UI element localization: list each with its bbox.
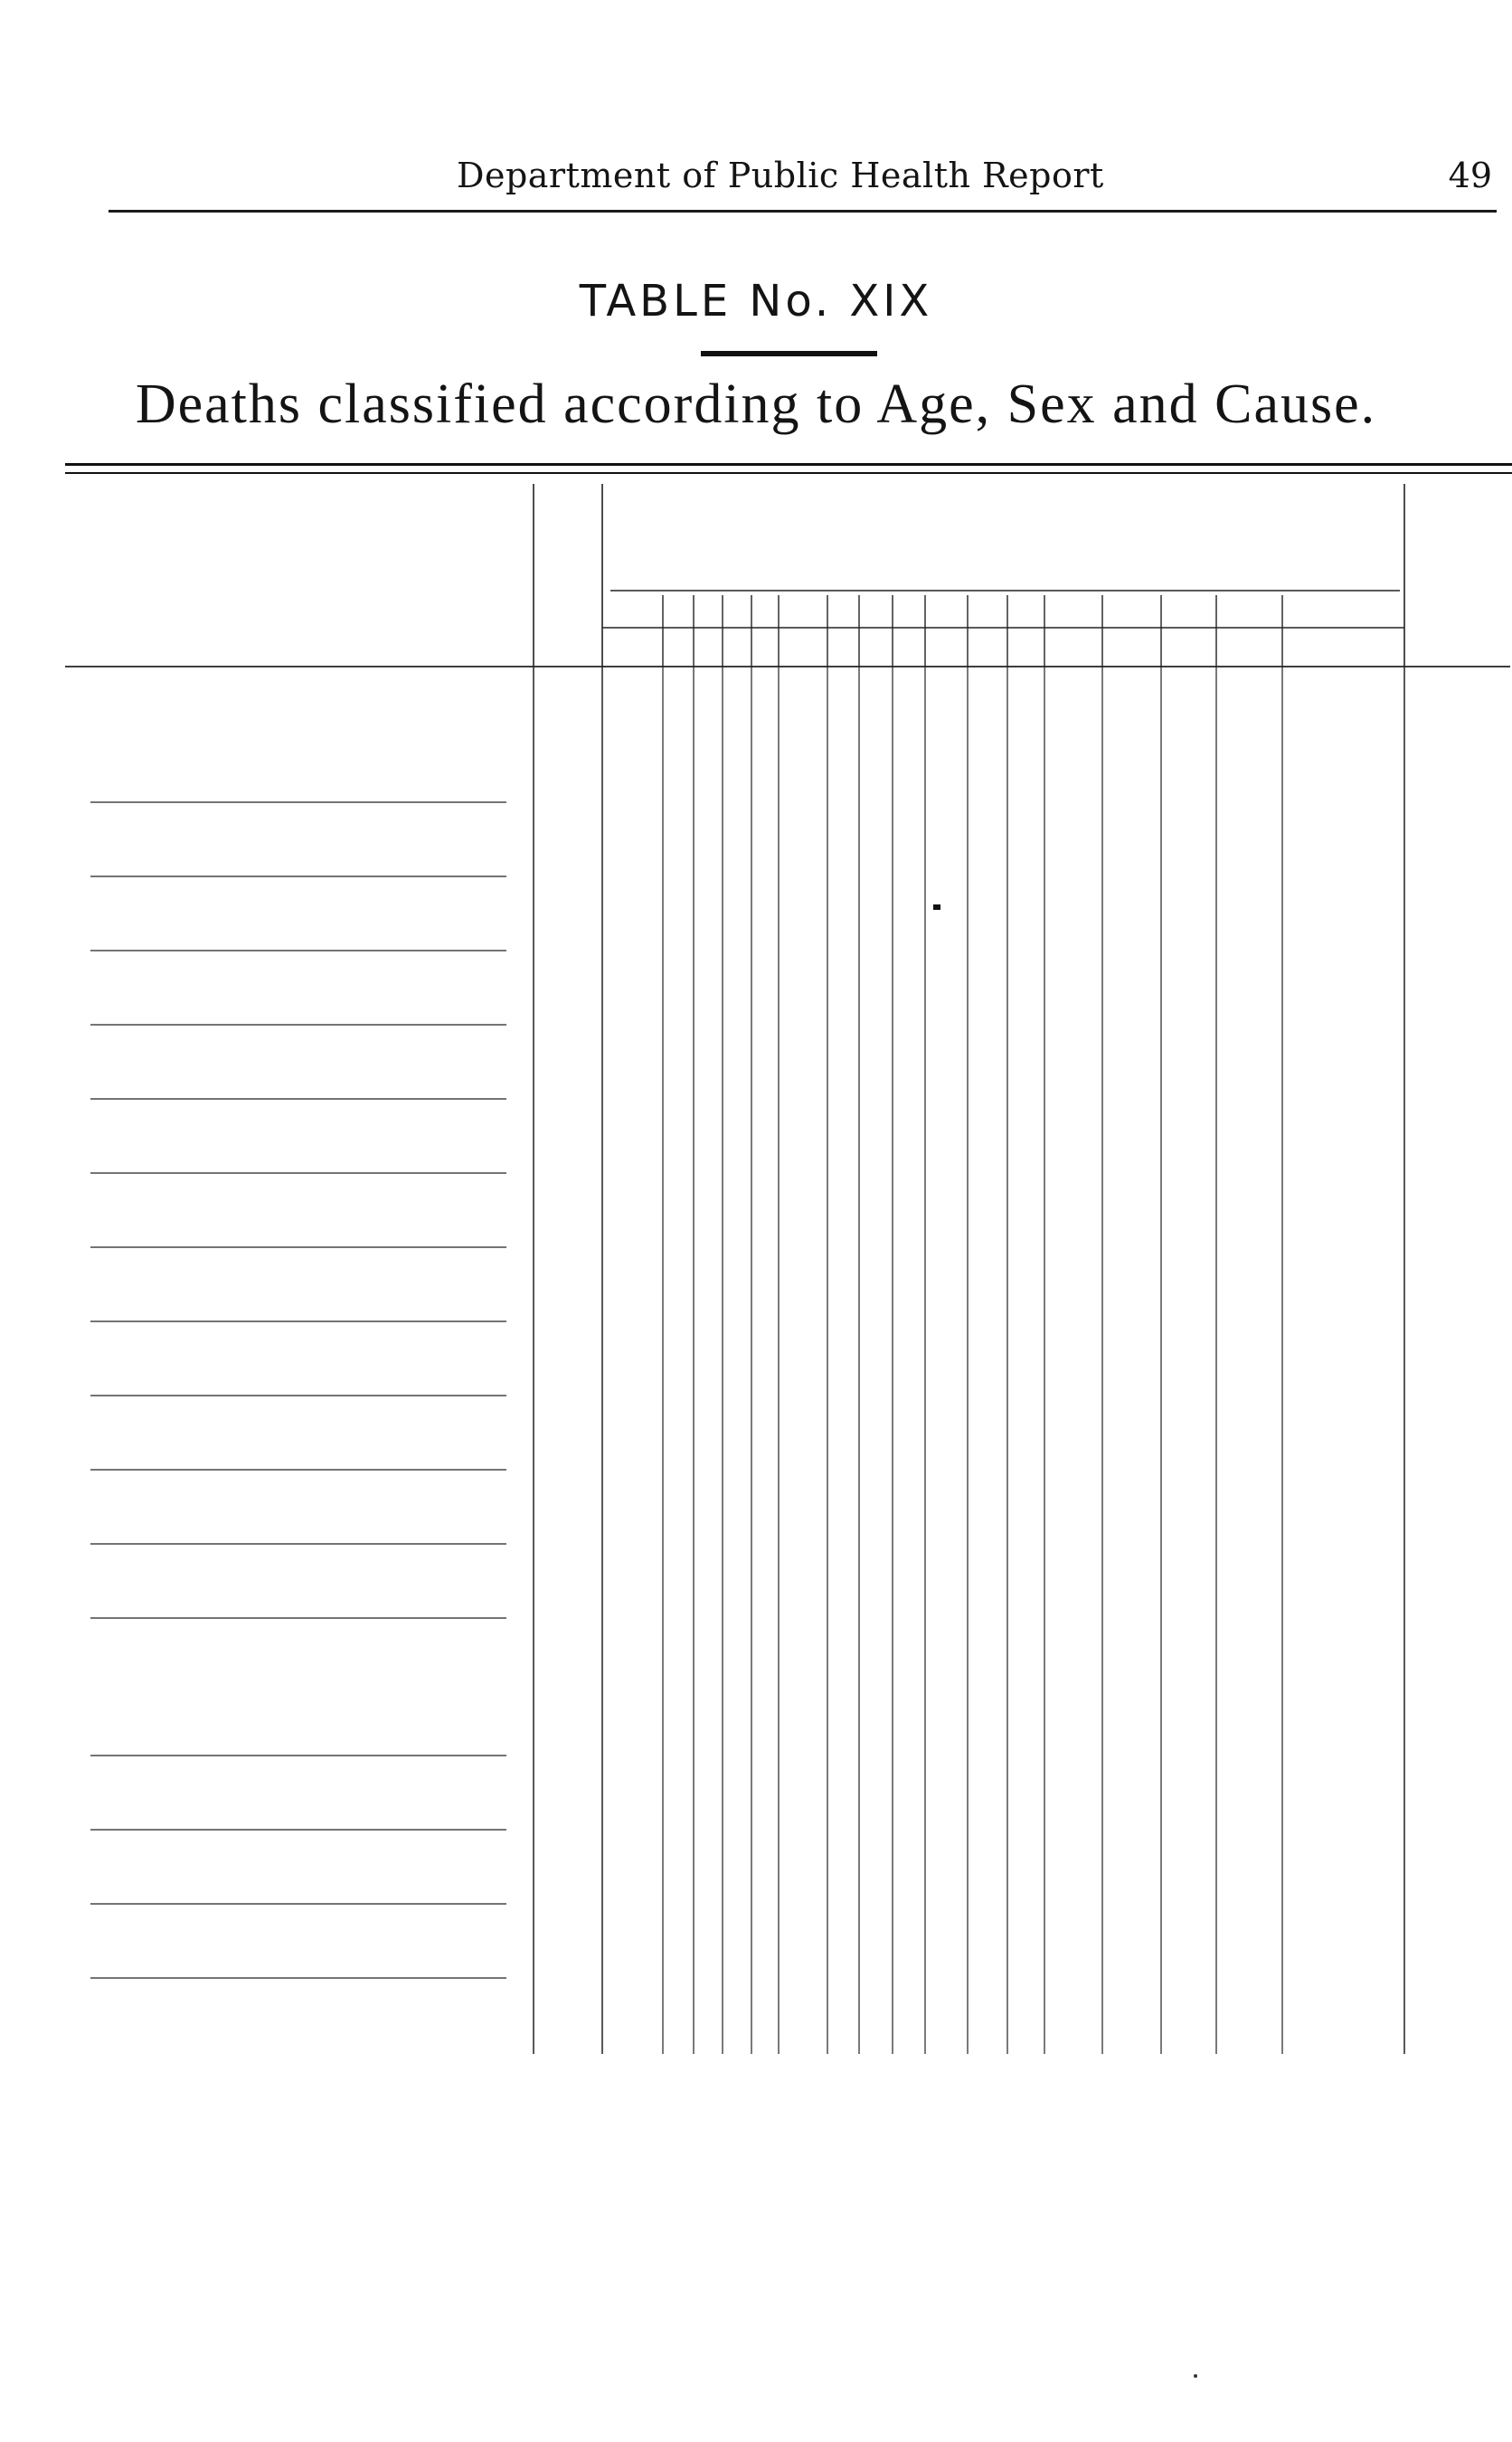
print-speck [1194,2374,1197,2378]
running-head-title: Department of Public Health Report [457,156,1104,195]
table-title: Deaths classified according to Age, Sex and Cause. [135,374,1377,435]
table-number: TABLE No. XIX [579,276,933,327]
page-number: 49 [1448,156,1492,195]
print-mark [933,904,940,910]
